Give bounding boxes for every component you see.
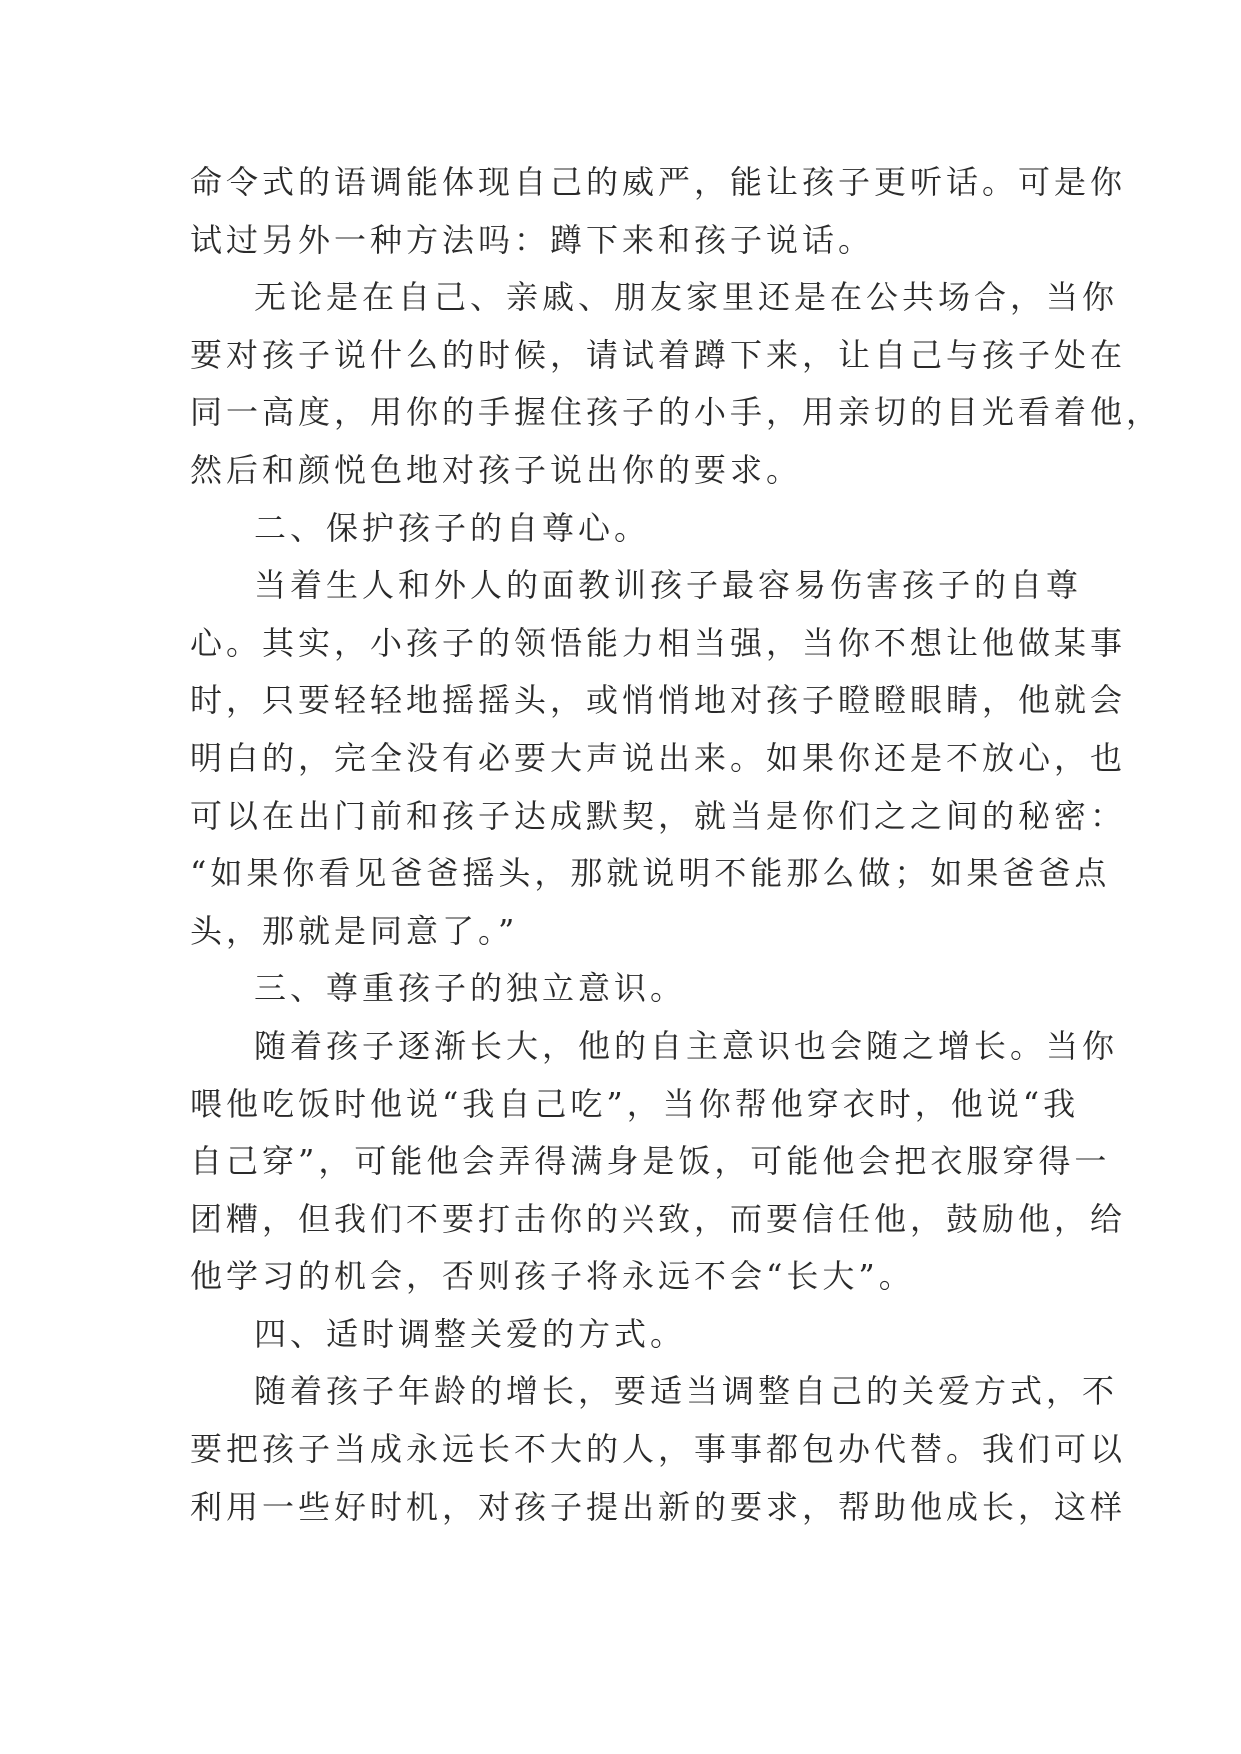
text-line: 他学习的机会，否则孩子将永远不会“长大”。 — [190, 1257, 915, 1296]
text-line: 同一高度，用你的手握住孩子的小手，用亲切的目光看着他， — [190, 393, 1163, 432]
text-line: 当着生人和外人的面教训孩子最容易伤害孩子的自尊 — [254, 566, 1083, 605]
text-line: 然后和颜悦色地对孩子说出你的要求。 — [190, 450, 803, 489]
text-line: 可以在出门前和孩子达成默契，就当是你们之之间的秘密： — [190, 796, 1127, 835]
text-line: 无论是在自己、亲戚、朋友家里还是在公共场合，当你 — [254, 278, 1119, 317]
text-line: 头，那就是同意了。” — [190, 911, 519, 950]
document-body — [190, 154, 1163, 1536]
text-line: 明白的，完全没有必要大声说出来。如果你还是不放心，也 — [190, 738, 1127, 777]
text-line: 心。其实，小孩子的领悟能力相当强，当你不想让他做某事 — [190, 623, 1127, 662]
text-line: “如果你看见爸爸摇头，那就说明不能那么做；如果爸爸点 — [190, 854, 1111, 893]
text-line: 喂他吃饭时他说“我自己吃”，当你帮他穿衣时，他说“我 — [190, 1084, 1080, 1123]
text-line: 四、适时调整关爱的方式。 — [254, 1314, 687, 1353]
text-line: 随着孩子逐渐长大，他的自主意识也会随之增长。当你 — [254, 1026, 1119, 1065]
text-line: 命令式的语调能体现自己的威严，能让孩子更听话。可是你 — [190, 163, 1127, 201]
text-line: 随着孩子年龄的增长，要适当调整自己的关爱方式，不 — [254, 1372, 1119, 1411]
text-line: 三、尊重孩子的独立意识。 — [254, 969, 687, 1008]
text-line: 要对孩子说什么的时候，请试着蹲下来，让自己与孩子处在 — [190, 335, 1127, 374]
text-line: 团糟，但我们不要打击你的兴致，而要信任他，鼓励他，给 — [190, 1199, 1127, 1238]
text-line: 二、保护孩子的自尊心。 — [254, 508, 651, 547]
text-line: 试过另外一种方法吗：蹲下来和孩子说话。 — [190, 220, 875, 259]
text-line: 要把孩子当成永远长不大的人，事事都包办代替。我们可以 — [190, 1430, 1127, 1469]
text-line: 自己穿”，可能他会弄得满身是饭，可能他会把衣服穿得一 — [190, 1142, 1111, 1181]
text-line: 时，只要轻轻地摇摇头，或悄悄地对孩子瞪瞪眼睛，他就会 — [190, 681, 1127, 720]
text-line: 利用一些好时机，对孩子提出新的要求，帮助他成长，这样 — [190, 1487, 1127, 1526]
